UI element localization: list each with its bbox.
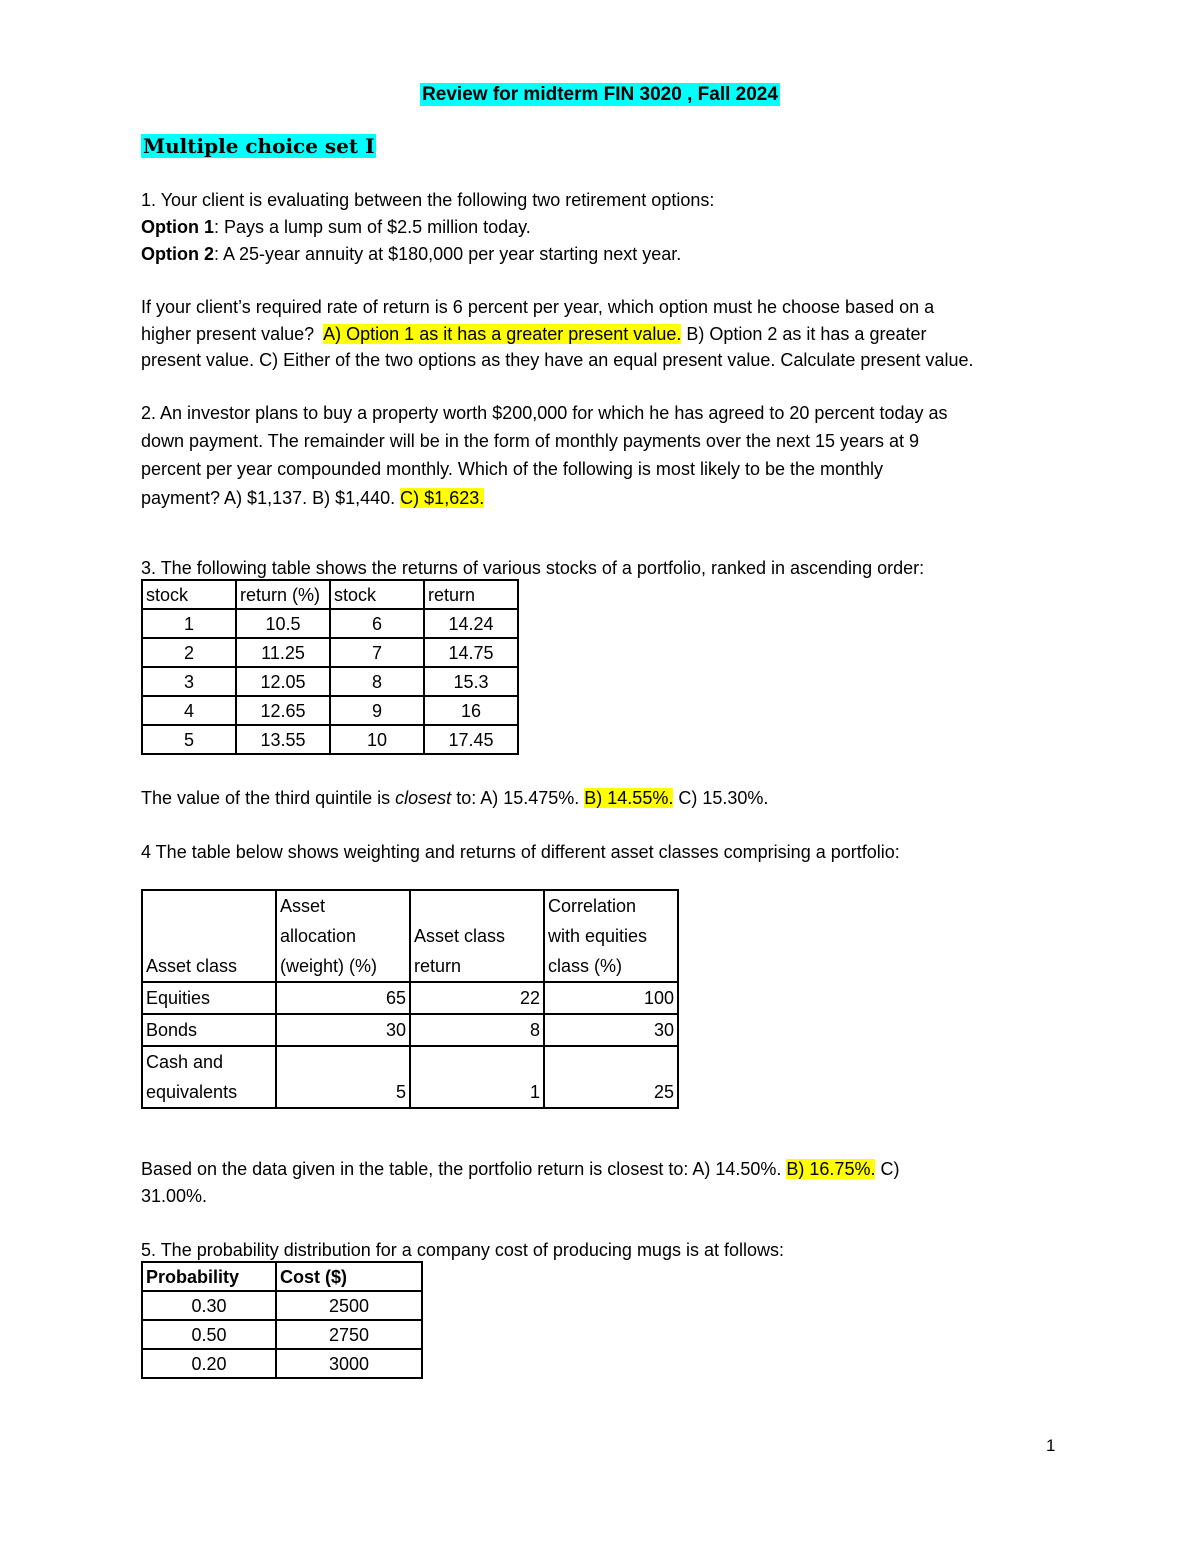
table-cell: 9	[330, 696, 424, 725]
section-title: Multiple choice set I	[143, 134, 375, 158]
table-cell: 8	[330, 667, 424, 696]
q3-intro: 3. The following table shows the returns of various stocks of a portfolio, ranked in ascending order:	[141, 558, 925, 578]
q4-question-line2: 31.00%.	[141, 1186, 208, 1206]
table-cell: 15.3	[424, 667, 518, 696]
table-cell: 30	[544, 1014, 678, 1046]
table-row	[142, 1291, 422, 1320]
q4-intro: 4 The table below shows weighting and returns of different asset classes comprising a portfolio:	[141, 842, 900, 862]
q1-answer-highlight: A) Option 1 as it has a greater present value.	[323, 324, 682, 344]
table-cell: 10.5	[236, 609, 330, 638]
table-cell: 5	[276, 1046, 410, 1108]
table-cell: 0.50	[142, 1320, 276, 1349]
table-header-cell: return	[424, 580, 518, 609]
q2-line1: 2. An investor plans to buy a property worth $200,000 for which he has agreed to 20 percent today as	[141, 403, 948, 423]
q1-question-line3: present value. C) Either of the two options as they have an equal present value. Calculate present value.	[141, 350, 974, 370]
table-cell: 14.75	[424, 638, 518, 667]
table-row	[142, 696, 518, 725]
table-row	[142, 1320, 422, 1349]
table-header-cell: stock	[142, 580, 236, 609]
q3-answer-highlight: B) 14.55%.	[584, 788, 674, 808]
table-cell: 8	[410, 1014, 544, 1046]
table-row	[142, 982, 678, 1014]
table-cell: 3	[142, 667, 236, 696]
table-cell: 0.20	[142, 1349, 276, 1378]
document-title: Review for midterm FIN 3020 , Fall 2024	[422, 84, 778, 105]
q2-line4: payment? A) $1,137. B) $1,440. C) $1,623.	[141, 488, 485, 508]
table-cell: 25	[544, 1046, 678, 1108]
table-cell: 2500	[276, 1291, 422, 1320]
table-cell: 1	[142, 609, 236, 638]
table-row	[142, 1046, 678, 1108]
table-row	[142, 638, 518, 667]
table-header-cell: Correlation with equities class (%)	[544, 890, 678, 982]
table-header-cell: Asset class	[142, 890, 276, 982]
table-cell: 0.30	[142, 1291, 276, 1320]
page-number: 1	[1046, 1436, 1056, 1455]
table-cell: 22	[410, 982, 544, 1014]
stock-returns-table	[141, 579, 519, 755]
table-cell: 11.25	[236, 638, 330, 667]
table-header-row	[142, 1262, 422, 1291]
q1-option2: Option 2: A 25-year annuity at $180,000 per year starting next year.	[141, 244, 682, 264]
table-row	[142, 609, 518, 638]
q2-line2: down payment. The remainder will be in the form of monthly payments over the next 15 years at 9	[141, 431, 920, 451]
table-cell: Equities	[142, 982, 276, 1014]
probability-table	[141, 1261, 423, 1379]
q5-intro: 5. The probability distribution for a company cost of producing mugs is at follows:	[141, 1240, 784, 1260]
table-cell: 16	[424, 696, 518, 725]
q4-question-line1: Based on the data given in the table, the portfolio return is closest to: A) 14.50%. B) 16.75%. C)	[141, 1159, 900, 1179]
q2-line3: percent per year compounded monthly. Which of the following is most likely to be the monthly	[141, 459, 884, 479]
table-cell: 1	[410, 1046, 544, 1108]
table-cell: 12.05	[236, 667, 330, 696]
table-cell: 100	[544, 982, 678, 1014]
asset-allocation-table	[141, 889, 679, 1109]
table-cell: 2	[142, 638, 236, 667]
table-header-cell: Cost ($)	[276, 1262, 422, 1291]
table-header-row	[142, 890, 678, 982]
table-cell: 7	[330, 638, 424, 667]
table-cell: 30	[276, 1014, 410, 1046]
table-cell: Bonds	[142, 1014, 276, 1046]
table-header-cell: Probability	[142, 1262, 276, 1291]
table-cell: 14.24	[424, 609, 518, 638]
q1-option1: Option 1: Pays a lump sum of $2.5 million today.	[141, 217, 531, 237]
table-cell: 10	[330, 725, 424, 754]
q2-answer-highlight: C) $1,623.	[400, 488, 485, 508]
q1-question-line2: higher present value? A) Option 1 as it has a greater present value. B) Option 2 as it has a greater	[141, 324, 927, 344]
table-cell: 3000	[276, 1349, 422, 1378]
table-header-cell: Asset class return	[410, 890, 544, 982]
table-cell: 13.55	[236, 725, 330, 754]
table-cell: Cash and equivalents	[142, 1046, 276, 1108]
q1-question-line1: If your client’s required rate of return is 6 percent per year, which option must he choose based on a	[141, 297, 935, 317]
table-cell: 65	[276, 982, 410, 1014]
table-cell: 2750	[276, 1320, 422, 1349]
table-cell: 4	[142, 696, 236, 725]
table-cell: 6	[330, 609, 424, 638]
table-row	[142, 667, 518, 696]
table-header-cell: return (%)	[236, 580, 330, 609]
q4-answer-highlight: B) 16.75%.	[786, 1159, 876, 1179]
table-header-row	[142, 580, 518, 609]
table-row	[142, 1349, 422, 1378]
q1-intro: 1. Your client is evaluating between the following two retirement options:	[141, 190, 715, 210]
table-row	[142, 1014, 678, 1046]
q3-question: The value of the third quintile is closest to: A) 15.475%. B) 14.55%. C) 15.30%.	[141, 788, 769, 808]
table-cell: 17.45	[424, 725, 518, 754]
table-header-cell: stock	[330, 580, 424, 609]
table-cell: 5	[142, 725, 236, 754]
table-cell: 12.65	[236, 696, 330, 725]
table-row	[142, 725, 518, 754]
table-header-cell: Asset allocation (weight) (%)	[276, 890, 410, 982]
